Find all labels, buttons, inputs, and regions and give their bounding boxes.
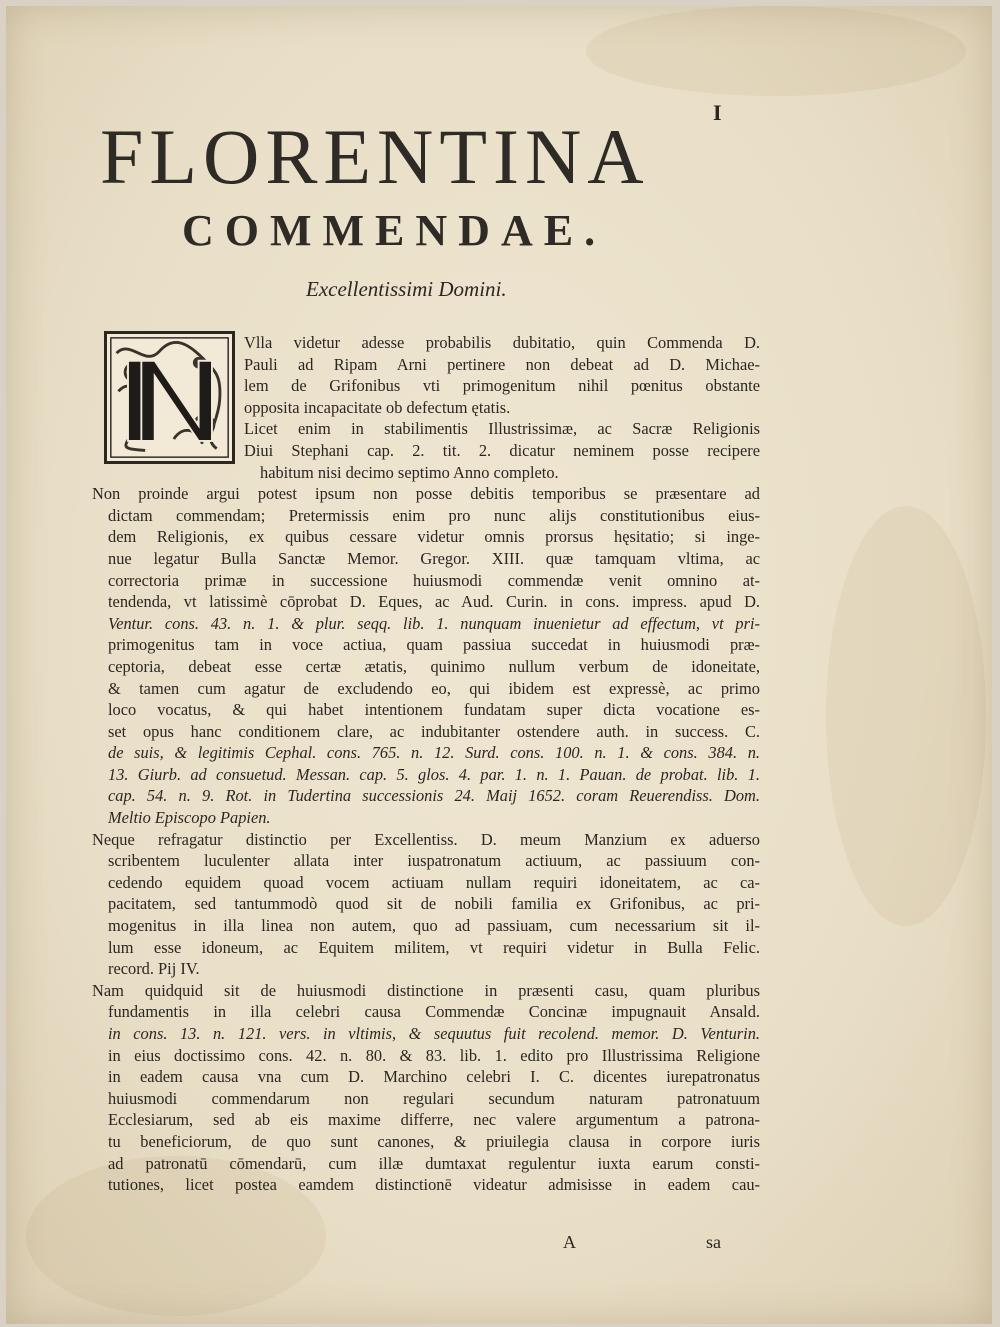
text-line: lum esse idoneum, ac Equitem militem, vt requiri videtur in Bulla Felic. (108, 937, 760, 957)
text-line: scribentem luculenter allata inter iuspatronatum actiuum, ac passiuum con- (108, 851, 760, 871)
text-line: ceptoria, debeat esse certæ ætatis, quinimo nullum verbum de idoneitate, (108, 656, 760, 676)
text-line: 13. Giurb. ad consuetud. Messan. cap. 5. glos. 4. par. 1. n. 1. Pauan. de probat. lib. 1. (108, 764, 760, 784)
body-text (92, 332, 760, 1196)
text-line: in cons. 13. n. 121. vers. in vltimis, & sequutus fuit recolend. memor. D. Venturin. (108, 1024, 760, 1043)
text-line: Vlla videtur adesse probabilis dubitatio, quin Commenda D. (244, 333, 760, 352)
text-line: Nam quidquid sit de huiusmodi distinctione in præsenti casu, quam pluribus (92, 980, 760, 1000)
text-line: tendenda, vt latissimè cōprobat D. Eques, ac Aud. Curin. in cons. impress. apud D. (108, 592, 760, 612)
signature-mark: A (563, 1232, 576, 1252)
text-line: cedendo equidem quoad vocem actiuam nullam requiri idoneitatem, ac ca- (108, 872, 760, 892)
salutation: Excellentissimi Domini. (306, 277, 507, 301)
paragraph-2 (92, 418, 760, 483)
title-line-1: FLORENTINA (100, 113, 650, 200)
text-line: ad patronatū cōmendarū, cum illæ dumtaxat regulentur iuxta earum consti- (108, 1153, 760, 1173)
text-line: in eius doctissimo cons. 42. n. 80. & 83. lib. 1. edito pro Illustrissima Religione (108, 1045, 760, 1065)
text-line: habitum nisi decimo septimo Anno completo. (260, 462, 559, 482)
text-line: huiusmodi commendarum non regulari secundum naturam patronatuum (108, 1088, 760, 1108)
text-line: cap. 54. n. 9. Rot. in Tudertina successionis 24. Maij 1652. coram Reuerendiss. Dom. (108, 786, 760, 806)
text-line: correctoria primæ in successione huiusmodi commendæ venit omnino at- (108, 570, 760, 590)
text-line: mogenitus in illa linea non autem, quo ad passiuam, cum necessarium sit il- (108, 916, 760, 936)
text-line: Neque refragatur distinctio per Excellentiss. D. meum Manzium ex aduerso (92, 829, 760, 849)
text-line: opposita incapacitate ob defectum ętatis. (244, 397, 511, 417)
paragraph-5 (92, 980, 760, 1196)
page-number: I (713, 100, 722, 125)
text-line: set opus hanc conditionem clare, ac indubitanter ostendere auth. in success. C. (108, 721, 760, 741)
text-line: dictam commendam; Pretermissis enim pro nunc alijs constitutionibus eius- (108, 505, 760, 525)
text-line: de suis, & legitimis Cephal. cons. 765. n. 12. Surd. cons. 100. n. 1. & cons. 384. n. (108, 743, 760, 763)
text-line: Non proinde argui potest ipsum non posse debitis temporibus se præsentare ad (92, 484, 760, 504)
text-line: tutiones, licet postea eamdem distinctionē videatur admisisse in eadem cau- (108, 1175, 760, 1195)
text-line: Meltio Episcopo Papien. (108, 808, 271, 828)
paragraph-4 (92, 829, 760, 980)
text-line: & tamen cum agatur de excludendo eo, qui ibidem est expressè, ac primo (108, 678, 760, 698)
text-line: pacitatem, sed tantummodò quod sit de nobili familia ex Grifonibus, ac pri- (108, 894, 760, 914)
text-line: nue legatur Bulla Sanctæ Memor. Gregor. XIII. quæ tamquam vltima, ac (108, 548, 760, 568)
text-line: Ecclesiarum, sed ab eis maxime differre, nec valere argumentum a patrona- (108, 1110, 760, 1130)
text-line: lem de Grifonibus vti primogenitum nihil pœnitus obstante (244, 376, 760, 396)
text-line: in eadem causa vna cum D. Marchino celebri I. C. dicentes iurepatronatus (108, 1067, 760, 1087)
text-line: tu beneficiorum, de quo sunt canones, & priuilegia clausa in corpore iuris (108, 1131, 760, 1151)
text-line: Diui Stephani cap. 2. tit. 2. dicatur neminem posse recipere (244, 440, 760, 460)
text-line: Pauli ad Ripam Arni pertinere non debeat ad D. Michae- (244, 354, 760, 374)
paragraph-1 (92, 332, 760, 418)
text-line: Licet enim in stabilimentis Illustrissimæ, ac Sacræ Religionis (244, 419, 760, 439)
text-line: loco vocatus, & qui habet intentionem fundatam super dicta vocatione es- (108, 700, 760, 720)
title-line-2: COMMENDAE. (182, 206, 607, 255)
text-line: fundamentis in illa celebri causa Commendæ Concinæ impugnauit Ansald. (108, 1002, 760, 1022)
text-line: record. Pij IV. (108, 959, 200, 979)
paragraph-3 (92, 483, 760, 829)
text-line: Ventur. cons. 43. n. 1. & plur. seqq. lib. 1. nunquam inuenietur ad effectum, vt pri- (108, 613, 760, 633)
text-line: primogenitus tam in voce actiua, quam passiua succedat in huiusmodi præ- (108, 635, 760, 655)
text-line: dem Religionis, ex quibus cessare videtur omnis prorsus hęsitatio; si inge- (108, 527, 760, 547)
catchword: sa (706, 1232, 721, 1252)
